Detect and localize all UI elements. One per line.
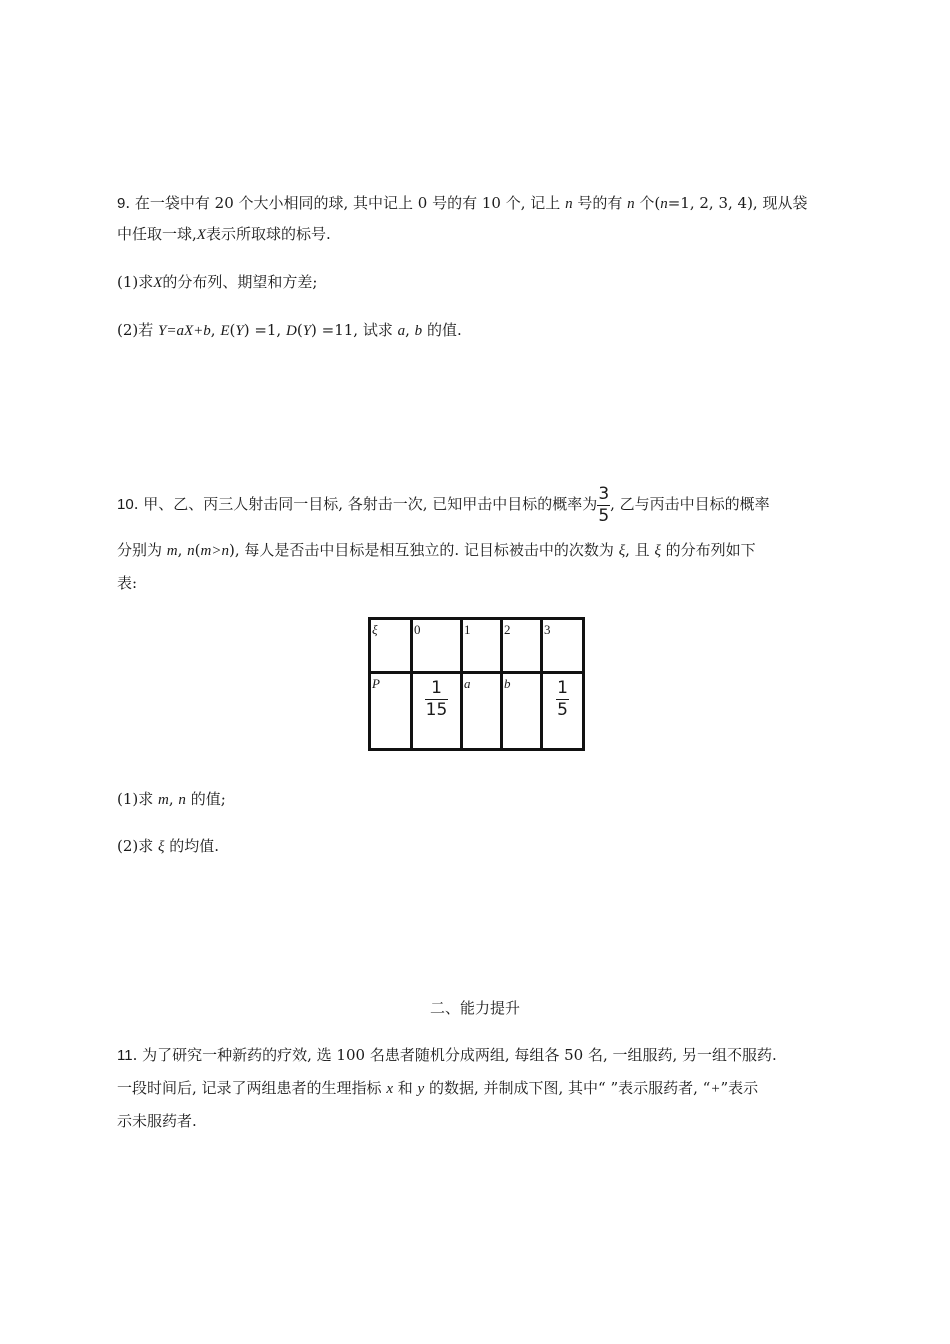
- q10-line1: [117, 483, 770, 527]
- q10-xi: ξ: [618, 543, 626, 559]
- q10-text: 的值;: [185, 790, 226, 808]
- q9-text: 中任取一球,: [117, 225, 197, 243]
- q10-line3: [117, 573, 137, 593]
- table-cell-fraction: [413, 674, 460, 721]
- q11-var-x: x: [386, 1081, 393, 1097]
- q10-text: 分别为: [117, 541, 167, 559]
- table-cell: [412, 673, 462, 750]
- table-cell: b: [502, 673, 542, 750]
- q11-line2: [117, 1078, 758, 1099]
- q9-number: 9: [117, 195, 126, 212]
- q9-variance-symbol: D: [285, 323, 297, 339]
- q9-var-Y: Y: [235, 323, 244, 339]
- q9-equation: Y=aX+b: [158, 323, 211, 339]
- q9-text: ) =11, 试求: [311, 321, 398, 339]
- q10-text: . 甲、乙、丙三人射击同一目标, 各射击一次, 已知甲击中目标的概率为: [133, 495, 598, 513]
- q10-text: 的均值.: [164, 837, 220, 855]
- table-cell-xi: ξ: [370, 619, 412, 673]
- table-row: [370, 673, 584, 750]
- q9-text: 的分布列、期望和方差;: [162, 273, 318, 291]
- q10-var-m: m: [158, 792, 169, 808]
- q11-text: 一段时间后, 记录了两组患者的生理指标: [117, 1079, 387, 1097]
- q11-text: . 为了研究一种新药的疗效, 选 100 名患者随机分成两组, 每组各 50 名, 一组服药, 另一组不服药.: [132, 1046, 777, 1064]
- q10-text: 的分布列如下: [660, 541, 756, 559]
- q10-text: 表:: [117, 574, 138, 592]
- fraction-1-15: [425, 678, 449, 721]
- q10-text: , 乙与丙击中目标的概率: [610, 495, 770, 513]
- q9-part2: [117, 320, 462, 341]
- table-cell: 2: [502, 619, 542, 673]
- q10-condition: m>n: [200, 543, 229, 559]
- q11-line3: [117, 1111, 197, 1131]
- q10-xi: ξ: [158, 839, 165, 855]
- q9-text: (2)若: [117, 321, 159, 339]
- q10-part2: [117, 836, 219, 857]
- q9-var-n: n: [627, 196, 635, 212]
- table-cell-fraction: [543, 674, 582, 721]
- q9-expectation-symbol: E: [220, 323, 230, 339]
- table-cell: 0: [412, 619, 462, 673]
- q9-text: 表示所取球的标号.: [205, 225, 331, 243]
- table-cell: [542, 673, 584, 750]
- table-row: [370, 619, 584, 673]
- q9-line2: [117, 224, 331, 245]
- q9-var-n: n: [565, 196, 573, 212]
- fraction-denominator: 5: [557, 700, 568, 720]
- q9-text: =1, 2, 3, 4), 现从袋: [667, 194, 808, 212]
- q10-text: (2)求: [117, 837, 159, 855]
- table-cell: a: [462, 673, 502, 750]
- q10-var-n: n: [187, 543, 195, 559]
- q9-text: . 在一袋中有 20 个大小相同的球, 其中记上 0 号的有 10 个, 记上: [125, 194, 566, 212]
- q10-text: (1)求: [117, 790, 159, 808]
- q9-text: 的值.: [422, 321, 462, 339]
- q11-text: ”表示: [720, 1079, 759, 1097]
- q10-part1: [117, 789, 226, 810]
- q11-text: 和: [392, 1079, 418, 1097]
- q9-text: 号的有: [572, 194, 628, 212]
- q11-line1: [117, 1045, 777, 1066]
- q9-text: (1)求: [117, 273, 154, 291]
- q9-text: ,: [405, 321, 415, 339]
- table-cell-P: P: [370, 673, 412, 750]
- q9-var-n: n: [660, 196, 668, 212]
- section-title: 二、能力提升: [429, 999, 520, 1017]
- q9-var-X: X: [196, 227, 206, 243]
- q10-text: ), 每人是否击中目标是相互独立的. 记目标被击中的次数为: [229, 541, 619, 559]
- q9-var-b: b: [414, 323, 423, 339]
- q9-var-Y: Y: [302, 323, 312, 339]
- q11-text: 的数据, 并制成下图, 其中“ ”表示服药者, “: [424, 1079, 711, 1097]
- table-cell: 3: [542, 619, 584, 673]
- q10-line2: [117, 540, 756, 561]
- q9-line1: [117, 193, 807, 214]
- q10-text: (: [194, 541, 201, 559]
- fraction-numerator: 1: [557, 678, 568, 698]
- q11-number: 11: [117, 1047, 133, 1064]
- q9-text: (: [229, 321, 236, 339]
- q10-text: ,: [177, 541, 188, 559]
- q9-var-a: a: [397, 323, 406, 339]
- q9-text: ) =1,: [243, 321, 286, 339]
- q11-var-y: y: [417, 1081, 425, 1097]
- q10-var-n: n: [178, 792, 186, 808]
- q9-text: ,: [210, 321, 221, 339]
- q10-xi: ξ: [654, 543, 661, 559]
- q11-plus-symbol: +: [710, 1081, 721, 1097]
- fraction-denominator: 5: [598, 505, 610, 526]
- q10-text: , 且: [625, 541, 655, 559]
- fraction-denominator: 15: [425, 700, 448, 720]
- fraction-numerator: 3: [598, 483, 610, 504]
- table-cell: 1: [462, 619, 502, 673]
- q9-part1: [117, 272, 317, 293]
- q11-text: 示未服药者.: [117, 1112, 197, 1130]
- distribution-table: [368, 617, 585, 751]
- q10-text: ,: [168, 790, 179, 808]
- q10-fraction-3-5: [597, 484, 610, 527]
- q9-text: 个(: [634, 194, 661, 212]
- fraction-1-5: [556, 678, 569, 721]
- q9-text: (: [296, 321, 303, 339]
- q10-number: 10: [117, 496, 134, 513]
- q9-var-X: X: [153, 275, 163, 291]
- q10-var-m: m: [166, 543, 178, 559]
- fraction-numerator: 1: [425, 678, 449, 700]
